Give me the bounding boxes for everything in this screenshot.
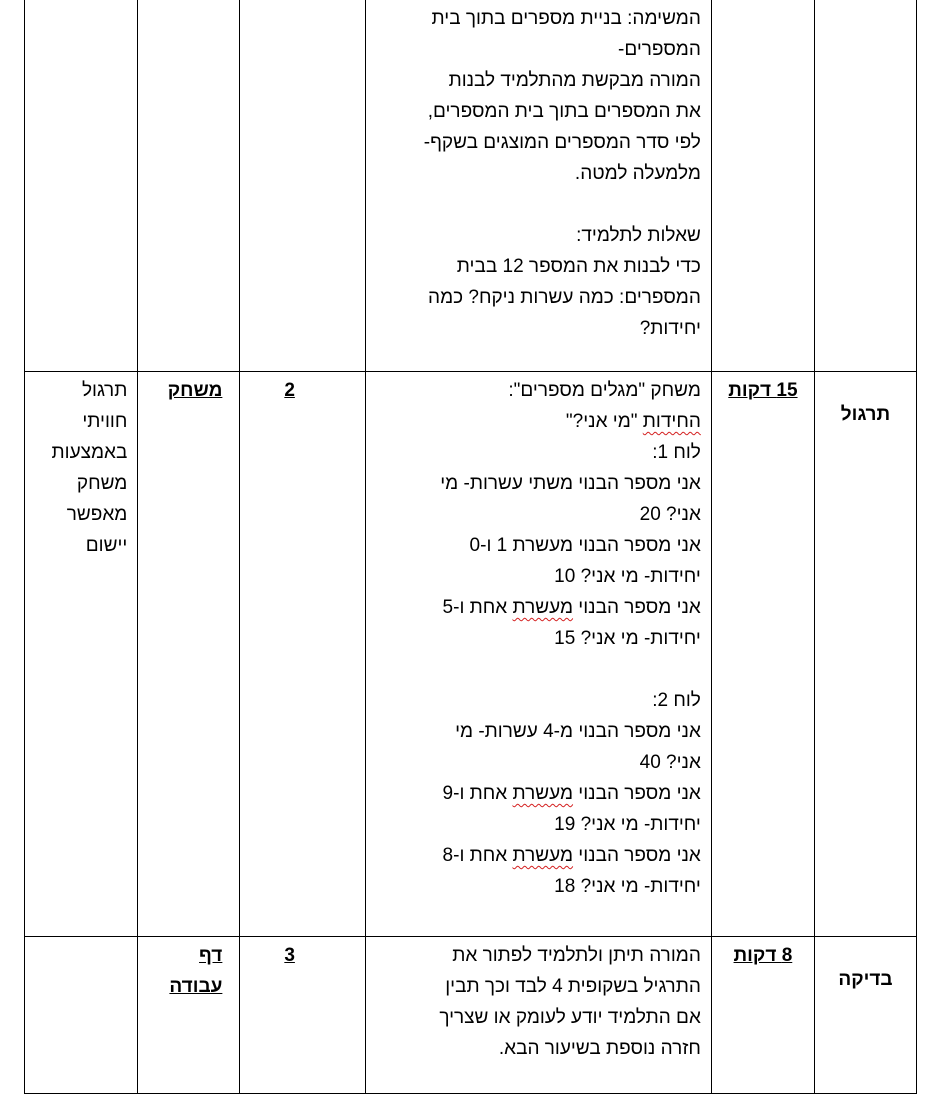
description-line: אני מספר הבנוי מעשרת אחת ו-9 (442, 783, 701, 804)
blank-line (376, 189, 701, 220)
description-line: כדי לבנות את המספר 12 בבית (456, 256, 701, 277)
description-line: שאלות לתלמיד: (576, 225, 701, 246)
goal-cell (25, 372, 138, 937)
goal-line: מאפשר (66, 504, 128, 525)
goal-line: יישום (85, 535, 128, 556)
table-row (25, 372, 917, 937)
description-line: המספרים- (618, 39, 701, 60)
description-line: אני מספר הבנוי מעשרת 1 ו-0 (469, 535, 701, 556)
number-value: 2 (284, 380, 295, 401)
stage-cell (814, 0, 916, 372)
description-line: אני? 20 (639, 504, 701, 525)
description-cell (365, 0, 711, 372)
number-cell (240, 0, 366, 372)
spellcheck-underline: מעשרת (512, 845, 574, 866)
stage-cell: תרגול (814, 372, 916, 937)
description-line: יחידות- מי אני? 19 (554, 814, 701, 835)
description-cell (365, 937, 711, 1094)
description-line: המספרים: כמה עשרות ניקח? כמה (428, 287, 701, 308)
description-line: המורה מבקשת מהתלמיד לבנות (448, 70, 701, 91)
goal-line: באמצעות (51, 442, 128, 463)
number-cell (240, 372, 366, 937)
lesson-plan-table (24, 0, 917, 1094)
description-line: יחידות- מי אני? 10 (554, 566, 701, 587)
time-value: 15 דקות (728, 380, 798, 401)
spellcheck-underline: החידות (642, 411, 701, 432)
description-cell (365, 372, 711, 937)
description-line: לוח 2: (652, 690, 701, 711)
description-line: מלמעלה למטה. (574, 163, 701, 184)
description-line: אני מספר הבנוי מעשרת אחת ו-5 (442, 597, 701, 618)
number-value: 3 (284, 945, 295, 966)
description-line: חזרה נוספת בשיעור הבא. (498, 1038, 701, 1059)
description-line: את המספרים בתוך בית המספרים, (427, 101, 701, 122)
time-cell (711, 937, 814, 1094)
description-line: אני מספר הבנוי מעשרת אחת ו-8 (442, 845, 701, 866)
material-cell (138, 937, 240, 1094)
goal-cell (25, 937, 138, 1094)
material-cell (138, 0, 240, 372)
table-row (25, 937, 917, 1094)
goal-line: משחק (76, 473, 128, 494)
description-line: אני? 40 (639, 752, 701, 773)
table-row (25, 0, 917, 372)
time-value: 8 דקות (733, 945, 793, 966)
blank-line (376, 654, 701, 685)
number-cell (240, 937, 366, 1094)
goal-line: חוויתי (82, 411, 128, 432)
description-line: יחידות- מי אני? 15 (554, 628, 701, 649)
description-line: החידות "מי אני?" (565, 411, 701, 432)
description-line: המורה תיתן ולתלמיד לפתור את (452, 945, 701, 966)
spellcheck-underline: מעשרת (512, 597, 574, 618)
goal-line: תרגול (81, 380, 128, 401)
description-line: אם התלמיד יודע לעומק או שצריך (439, 1007, 701, 1028)
time-cell (711, 0, 814, 372)
description-line: לוח 1: (652, 442, 701, 463)
material-cell (138, 372, 240, 937)
description-line: אני מספר הבנוי משתי עשרות- מי (440, 473, 701, 494)
stage-cell: בדיקה (814, 937, 916, 1094)
material-value: משחק (167, 380, 223, 401)
description-line: משחק "מגלים מספרים": (508, 380, 701, 401)
material-value: דף עבודה (169, 945, 223, 997)
time-cell (711, 372, 814, 937)
description-line: אני מספר הבנוי מ-4 עשרות- מי (455, 721, 701, 742)
description-line: התרגיל בשקופית 4 לבד וכך תבין (445, 976, 701, 997)
description-line: לפי סדר המספרים המוצגים בשקף- (423, 132, 701, 153)
description-line: יחידות- מי אני? 18 (554, 876, 701, 897)
description-line: יחידות? (639, 318, 701, 339)
spellcheck-underline: מעשרת (512, 783, 574, 804)
description-line: המשימה: בניית מספרים בתוך בית (431, 8, 701, 29)
goal-cell (25, 0, 138, 372)
